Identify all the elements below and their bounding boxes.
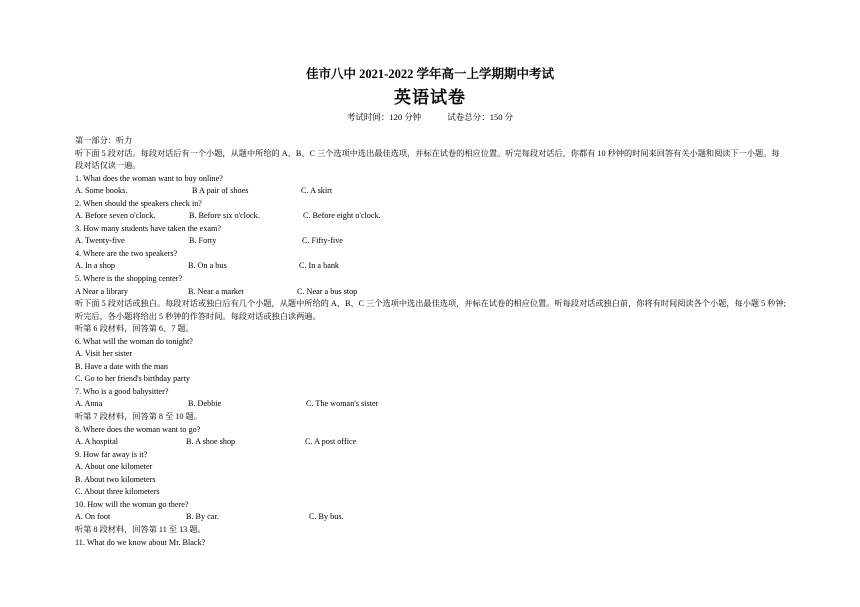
question-9-option-b: B. About two kilometers bbox=[75, 474, 156, 484]
question-4-option-b: B. On a bus bbox=[188, 261, 227, 271]
question-10-options bbox=[75, 511, 787, 524]
question-7-stem: 7. Who is a good babysitter? bbox=[75, 386, 169, 396]
question-10-option-c: C. By bus. bbox=[309, 512, 344, 522]
question-6-option-c: C. Go to her friend's birthday party bbox=[75, 374, 190, 384]
question-9-option-c: C. About three kilometers bbox=[75, 487, 160, 497]
question-1-option-a: A. Some books. bbox=[75, 186, 128, 196]
question-5-option-a: A Near a library bbox=[75, 286, 128, 296]
question-2-option-c: C. Before eight o'clock. bbox=[303, 211, 381, 221]
subject-title: 英语试卷 bbox=[394, 88, 466, 107]
question-11-stem: 11. What do we know about Mr. Black? bbox=[75, 537, 206, 547]
question-9-stem: 9. How far away is it? bbox=[75, 449, 148, 459]
question-6-option-b: B. Have a date with the man bbox=[75, 361, 168, 371]
question-4-options bbox=[75, 260, 787, 273]
question-3-options bbox=[75, 235, 787, 248]
question-8-option-a: A. A hospital bbox=[75, 437, 118, 447]
question-1-options bbox=[75, 185, 787, 198]
material-7-note: 听第 7 段材料，回答第 8 至 10 题。 bbox=[75, 412, 202, 422]
question-8-options bbox=[75, 436, 787, 449]
section-title: 第一部分：听力 bbox=[75, 136, 133, 145]
question-10-option-b: B. By car. bbox=[186, 512, 219, 522]
question-2-stem: 2. When should the speakers check in? bbox=[75, 198, 202, 208]
question-7-option-a: A. Anna bbox=[75, 399, 103, 409]
question-6-option-a: A. Visit her sister bbox=[75, 349, 133, 359]
question-1-option-b: B A pair of shoes bbox=[192, 186, 249, 196]
material-6-note: 听第 6 段材料，回答第 6、7 题。 bbox=[75, 324, 194, 334]
question-9-option-a: A. About one kilometer bbox=[75, 462, 153, 472]
question-3-option-c: C. Fifty-five bbox=[302, 236, 343, 246]
question-10-option-a: A. On foot bbox=[75, 512, 111, 522]
question-5-stem: 5. Where is the shopping center? bbox=[75, 274, 183, 284]
question-7-option-b: B. Debbie bbox=[188, 399, 222, 409]
exam-score: 试卷总分：150 分 bbox=[447, 112, 514, 122]
material-8-note: 听第 8 段材料，回答第 11 至 13 题。 bbox=[75, 524, 206, 534]
question-2-options bbox=[75, 210, 787, 223]
section-instructions-1: 听下面 5 段对话。每段对话后有一个小题，从题中所给的 A、B、C 三个选项中选出最佳选项，并标在试卷的相应位置。听完每段对话后，你都有 10 秒钟的时间来回答有关小题和阅读下一小题。每段对话仅读一遍。 bbox=[75, 148, 780, 171]
question-8-option-c: C. A post office bbox=[305, 437, 357, 447]
section-instructions-2: 听下面 5 段对话或独白。每段对话或独白后有几个小题，从题中所给的 A、B、C 三个选项中选出最佳选项，并标在试卷的相应位置。听每段对话或独白前，你将有时间阅读各个小题，每小题 5 秒钟;听完后，各小题将给出 5 秒钟的作答时间。每段对话或独白读两遍。 bbox=[75, 299, 786, 321]
question-3-stem: 3. How many students have taken the exam? bbox=[75, 223, 221, 233]
question-3-option-a: A. Twenty-five bbox=[75, 236, 125, 246]
exam-title: 佳市八中 2021-2022 学年高一上学期期中考试 bbox=[306, 67, 554, 81]
question-10-stem: 10. How will the woman go there? bbox=[75, 499, 189, 509]
question-7-options bbox=[75, 398, 787, 411]
question-4-option-c: C. In a bank bbox=[299, 261, 340, 271]
exam-content bbox=[75, 135, 787, 549]
question-7-option-c: C. The woman's sister bbox=[306, 399, 379, 409]
question-1-stem: 1. What does the woman want to buy online? bbox=[75, 173, 223, 183]
question-8-option-b: B. A shoe shop bbox=[186, 437, 236, 447]
exam-meta bbox=[0, 111, 860, 123]
question-8-stem: 8. Where does the woman want to go? bbox=[75, 424, 201, 434]
question-5-options bbox=[75, 286, 787, 299]
question-5-option-c: C. Near a bus stop bbox=[297, 286, 358, 296]
exam-time: 考试时间：120 分钟 bbox=[346, 112, 422, 122]
question-3-option-b: B. Forty bbox=[189, 236, 217, 246]
question-1-option-c: C. A skirt bbox=[301, 186, 333, 196]
question-5-option-b: B. Near a market bbox=[188, 286, 244, 296]
question-4-option-a: A. In a shop bbox=[75, 261, 116, 271]
question-2-option-a: A. Before seven o'clock. bbox=[75, 211, 156, 221]
question-4-stem: 4. Where are the two speakers? bbox=[75, 248, 178, 258]
question-2-option-b: B. Before six o'clock. bbox=[189, 211, 260, 221]
question-6-stem: 6. What will the woman do tonight? bbox=[75, 336, 193, 346]
